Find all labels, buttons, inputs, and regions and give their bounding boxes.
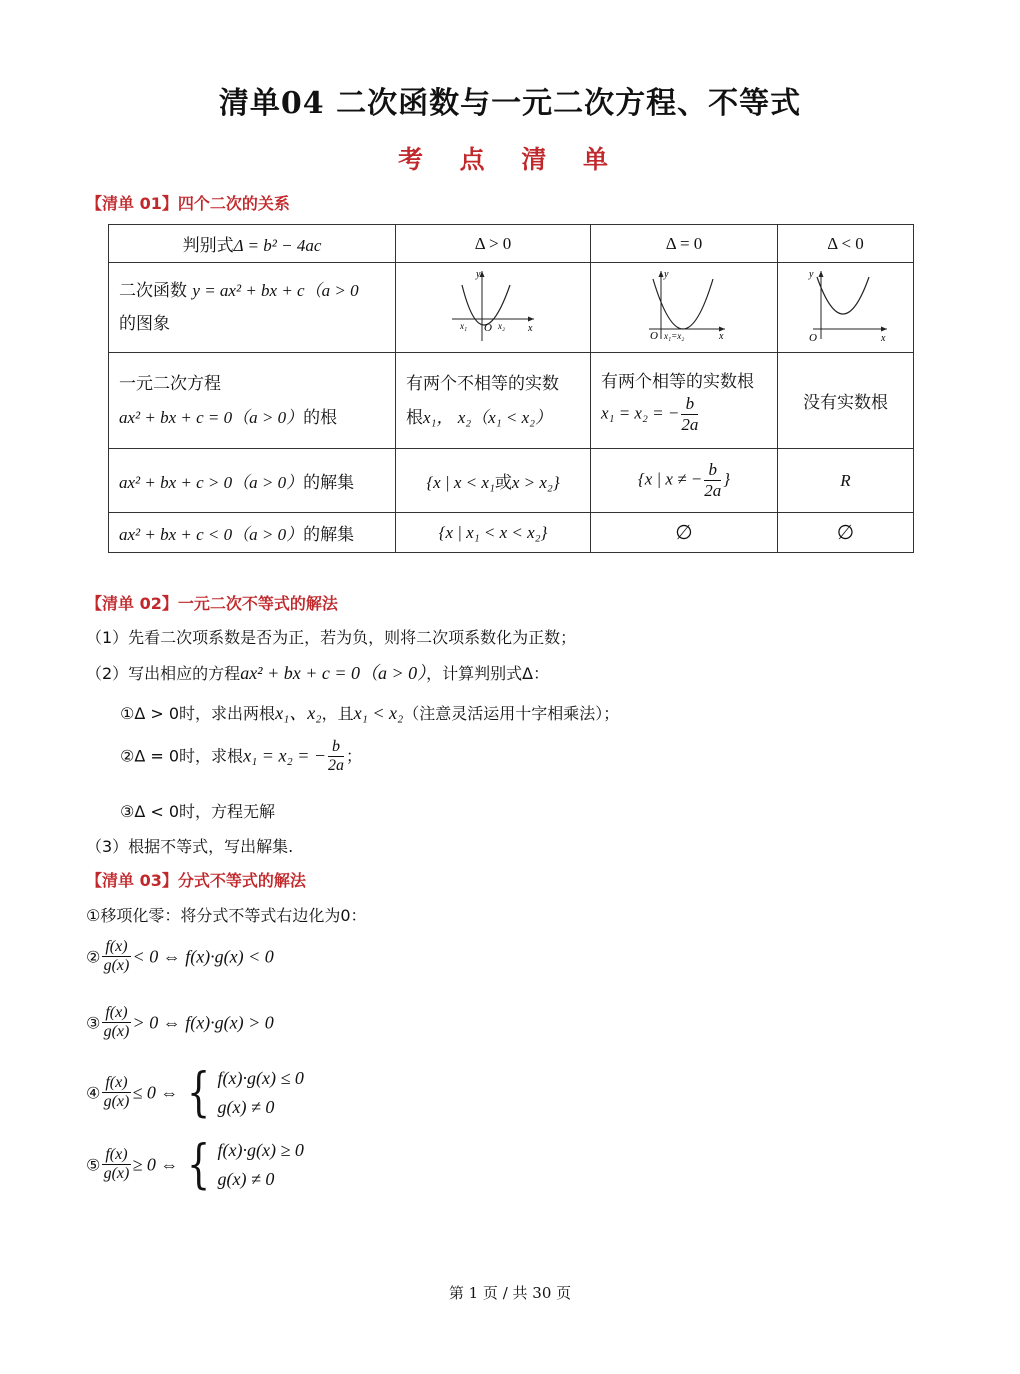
header-delta-lt: Δ < 0 [827, 233, 864, 253]
table-header-row [109, 225, 914, 263]
gt-label-formula: ax² + bx + c > 0（a > 0） [119, 473, 304, 492]
gt-cell-none: R [840, 470, 851, 490]
gt-one-pre: {x | x ≠ − [637, 470, 703, 489]
fraction-numerator: b [704, 460, 721, 481]
case1-post: （注意灵活运用十字相乘法）； [403, 704, 620, 723]
graph1-label-x: x [528, 323, 533, 334]
rule5-marker: ⑤ [86, 1155, 101, 1175]
graph-row-label [109, 263, 396, 353]
lt-row-label [109, 513, 396, 553]
parabola-one-root-graph [639, 267, 729, 343]
step1-text: （1）先看二次项系数是否为正，若为负，则将二次项系数化为正数； [86, 628, 577, 647]
case2-fraction [328, 738, 344, 776]
graph1-label-y: y [476, 269, 481, 280]
case1-mid: ，且 [321, 704, 354, 723]
quadratic-relations-table [108, 224, 914, 553]
step3-text: （3）根据不等式，写出解集. [86, 837, 294, 856]
gt-row-label [109, 449, 396, 513]
roots-cell-one [591, 353, 778, 449]
gt-cell-two [396, 449, 591, 513]
roots-one-fraction [681, 394, 698, 434]
graph3-label-origin: O [808, 332, 817, 343]
rule2-marker: ② [86, 947, 101, 967]
header-cell-discriminant [109, 225, 396, 263]
graph-cell-no-root [778, 263, 914, 353]
rule4-system-line2: g(x) ≠ 0 [217, 1096, 275, 1117]
rule4-marker: ④ [86, 1083, 101, 1103]
graph2-label-origin: O [650, 330, 658, 342]
gt-one-fraction [704, 460, 721, 500]
rule2-relation: < 0 ⇔ f(x)·g(x) < 0 [132, 946, 274, 967]
section1-heading: 【清单 01】四个二次的关系 [86, 194, 290, 213]
case2-pre: ②Δ = 0时，求根 [120, 746, 244, 766]
roots-two-line1: 有两个不相等的实数 [406, 373, 559, 394]
gt-two-or: 或 [494, 473, 512, 493]
lt-cell-none-empty-set: ∅ [836, 522, 855, 544]
rule4-fraction [102, 1074, 130, 1112]
graph1-label-origin: O [484, 322, 492, 334]
rule2-line [86, 938, 274, 976]
step2-pre: （2）写出相应的方程 [86, 664, 241, 683]
left-brace: { [187, 1134, 211, 1195]
graph3-label-y: y [808, 269, 813, 280]
gt-two-part-a: {x | x < x₁ [426, 473, 495, 492]
gt-two-part-b: x > x₂} [511, 473, 560, 492]
step2-post: ，计算判别式Δ： [426, 664, 550, 683]
roots-cell-two [396, 353, 591, 449]
parabola-no-root-graph [801, 267, 891, 343]
roots-one-formula: x₁ = x₂ = − [601, 403, 680, 423]
graph3-label-x: x [880, 333, 885, 343]
header-delta-eq: Δ = 0 [665, 233, 703, 253]
rule4-line [86, 1064, 304, 1122]
roots-two-line2-text: 根 [406, 407, 423, 428]
table-row-gt [109, 449, 914, 513]
section2-heading: 【清单 02】一元二次不等式的解法 [86, 594, 338, 613]
fraction-denominator: 2a [328, 757, 344, 775]
lt-cell-two: {x | x₁ < x < x₂} [438, 522, 548, 542]
fraction-denominator: g(x) [103, 1023, 130, 1041]
gt-cell-one [591, 449, 778, 513]
graph2-label-x: x [719, 331, 724, 342]
graph1-label-x2: x₂ [498, 321, 506, 331]
rule3-relation: > 0 ⇔ f(x)·g(x) > 0 [132, 1012, 274, 1033]
case2-formula: x₁ = x₂ = − [243, 745, 326, 766]
graph-label-text: 二次函数 [119, 281, 187, 302]
fraction-denominator: g(x) [103, 1165, 130, 1183]
fraction-numerator: b [328, 738, 344, 757]
lt-label-text: 的解集 [303, 525, 355, 545]
fraction-numerator: f(x) [102, 1004, 130, 1023]
table-row-graph [109, 263, 914, 353]
graph-label-formula: y = ax² + bx + c（a > 0 [192, 281, 359, 301]
gt-one-post: } [723, 470, 731, 489]
graph2-label-double-root: x₁=x₂ [664, 331, 685, 341]
lt-cell-one-empty-set: ∅ [675, 522, 693, 544]
rule5-fraction [102, 1146, 130, 1184]
table-row-lt [109, 513, 914, 553]
rule5-system-line1: f(x)·g(x) ≥ 0 [217, 1140, 304, 1160]
rule5-relation: ≥ 0 ⇔ [132, 1154, 179, 1175]
fraction-numerator: b [681, 394, 698, 415]
rule3-marker: ③ [86, 1013, 101, 1033]
rule1-text: ①移项化零：将分式不等式右边化为0： [86, 906, 367, 925]
fraction-denominator: 2a [681, 414, 699, 434]
section3-heading: 【清单 03】分式不等式的解法 [86, 871, 306, 890]
step2-line [86, 659, 549, 685]
fraction-numerator: f(x) [102, 1146, 130, 1165]
rule5-line [86, 1136, 304, 1194]
roots-row-label [109, 353, 396, 449]
header-delta-gt: Δ > 0 [474, 233, 512, 253]
rule4-relation: ≤ 0 ⇔ [132, 1082, 179, 1103]
fraction-denominator: 2a [704, 481, 722, 500]
rule5-system [178, 1136, 303, 1194]
roots-label-formula: ax² + bx + c = 0（a > 0） [119, 407, 304, 427]
roots-label-line1: 一元二次方程 [119, 373, 221, 394]
header-label: 判别式 [182, 236, 234, 256]
fraction-numerator: f(x) [102, 938, 130, 957]
rule4-system [178, 1064, 303, 1122]
case1-line [120, 699, 619, 725]
graph-label-line2: 的图象 [119, 313, 170, 334]
page-title: 清单04 二次函数与一元二次方程、不等式 [218, 86, 802, 121]
table-row-roots [109, 353, 914, 449]
case2-post: ； [346, 746, 363, 766]
rule5-system-line2: g(x) ≠ 0 [217, 1168, 275, 1189]
parabola-two-roots-graph [448, 267, 538, 343]
rule3-fraction [102, 1004, 130, 1042]
case3-text: ③Δ < 0时，方程无解 [120, 802, 276, 821]
roots-label-text: 的根 [303, 407, 338, 428]
page-subtitle: 考 点 清 单 [397, 145, 623, 174]
graph1-label-x1: x₁ [460, 321, 468, 331]
case2-line [120, 738, 362, 776]
graph-cell-one-root [591, 263, 778, 353]
fraction-numerator: f(x) [102, 1074, 130, 1093]
gt-label-text: 的解集 [303, 473, 355, 493]
rule3-line [86, 1004, 274, 1042]
case1-formula2: x₁ < x₂ [353, 703, 404, 723]
page-footer: 第 1 页 / 共 30 页 [448, 1284, 572, 1302]
discriminant-formula: Δ = b² − 4ac [233, 236, 322, 255]
rule2-fraction [102, 938, 130, 976]
roots-cell-none: 没有实数根 [803, 393, 888, 413]
case1-pre: ①Δ > 0时，求出两根 [120, 704, 276, 723]
step2-formula: ax² + bx + c = 0（a > 0） [240, 663, 427, 683]
lt-label-formula: ax² + bx + c < 0（a > 0） [119, 525, 304, 544]
fraction-denominator: g(x) [103, 957, 130, 975]
left-brace: { [187, 1062, 211, 1123]
fraction-denominator: g(x) [103, 1093, 130, 1111]
graph2-label-y: y [664, 269, 669, 280]
roots-one-line1: 有两个相等的实数根 [601, 371, 754, 392]
graph-cell-two-roots [396, 263, 591, 353]
case1-formula: x₁、x₂ [275, 703, 322, 723]
roots-two-formula: x₁， x₂（x₁ < x₂） [423, 407, 553, 427]
rule4-system-line1: f(x)·g(x) ≤ 0 [217, 1068, 304, 1088]
